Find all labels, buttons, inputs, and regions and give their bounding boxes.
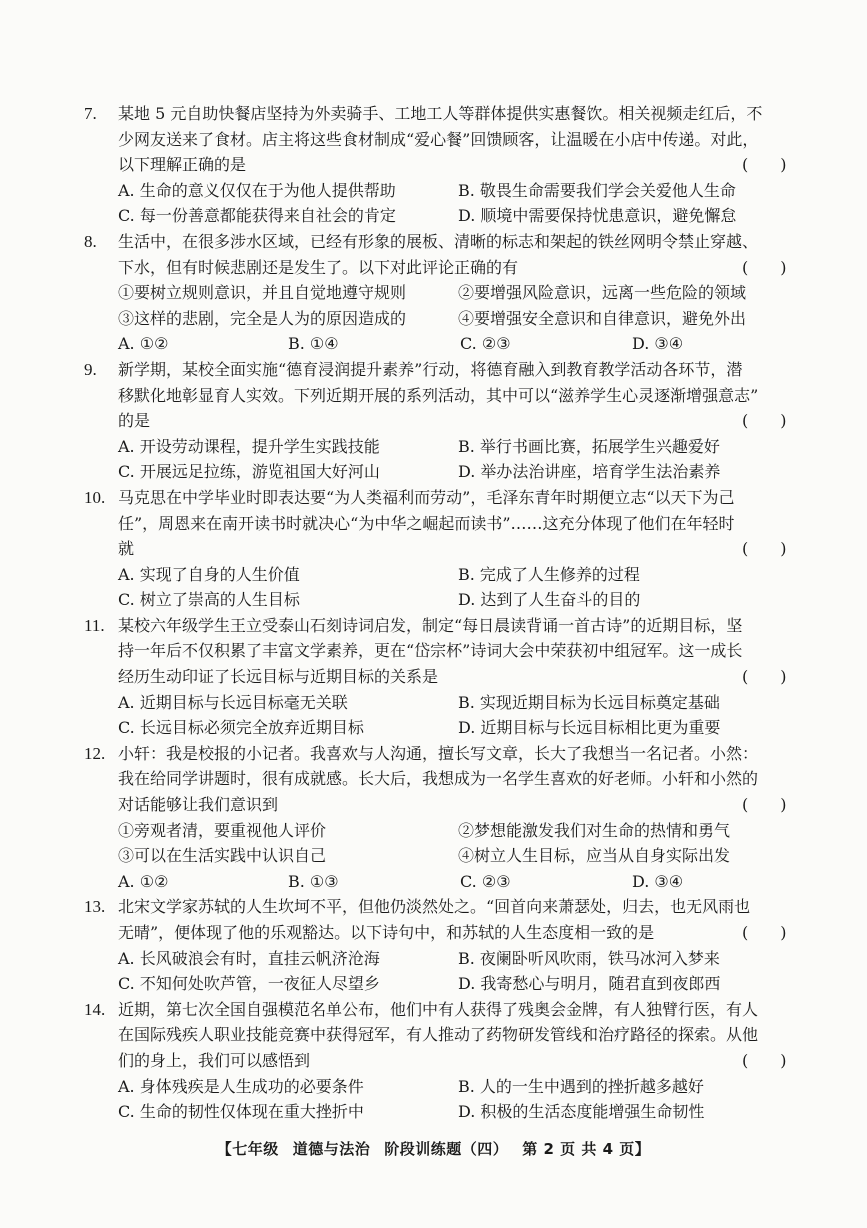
statement-item: ④树立人生目标，应当从自身实际出发 xyxy=(458,846,731,866)
answer-blank: ( ) xyxy=(742,411,787,431)
footer-grade: 【七年级 xyxy=(216,1140,279,1158)
statement-item: ②梦想能激发我们对生命的热情和勇气 xyxy=(458,820,731,840)
question-number: 14. xyxy=(84,999,106,1019)
question-stem-text: 在国际残疾人职业技能竞赛中获得冠军，有人推动了药物研发管线和治疗路径的探索。从他 xyxy=(118,1025,759,1045)
question-stem-line xyxy=(84,485,800,511)
option-row xyxy=(88,1074,800,1100)
question-stem-text: 任”，周恩来在南开读书时就决心“为中华之崛起而读书”……这充分体现了他们在年轻时 xyxy=(118,513,735,533)
question-stem-line xyxy=(88,383,800,409)
question-stem-text: 对话能够让我们意识到 xyxy=(118,795,279,815)
option-row xyxy=(88,562,800,588)
question-number: 12. xyxy=(84,743,106,763)
question-list xyxy=(84,101,800,1125)
option-row xyxy=(88,946,800,972)
question-stem-line xyxy=(88,792,800,818)
answer-option[interactable]: A. 生命的意义仅仅在于为他人提供帮助 xyxy=(118,180,396,200)
question-stem-text: 下水，但有时候悲剧还是发生了。以下对此评论正确的有 xyxy=(118,257,519,277)
question-stem-text: 们的身上，我们可以感悟到 xyxy=(118,1050,311,1070)
question-stem-text: 以下理解正确的是 xyxy=(118,155,247,175)
answer-blank: ( ) xyxy=(742,155,787,175)
statement-item: ③这样的悲剧，完全是人为的原因造成的 xyxy=(118,308,407,328)
answer-option[interactable]: D. 积极的生活态度能增强生命韧性 xyxy=(458,1102,705,1122)
answer-option[interactable]: B. 完成了人生修养的过程 xyxy=(458,564,640,584)
statement-row xyxy=(88,818,800,844)
question-13 xyxy=(84,894,800,996)
answer-option[interactable]: A. 近期目标与长远目标毫无关联 xyxy=(118,692,348,712)
question-stem-line xyxy=(88,664,800,690)
question-stem-text: 无晴”，便体现了他的乐观豁达。以下诗句中，和苏轼的人生态度相一致的是 xyxy=(118,923,655,942)
statement-row xyxy=(88,280,800,306)
question-stem-line xyxy=(84,613,800,639)
question-stem-line xyxy=(88,255,800,281)
footer-exam: 阶段训练题（四） xyxy=(384,1140,509,1158)
question-number: 7. xyxy=(84,104,97,123)
answer-option[interactable]: B. 人的一生中遇到的挫折越多越好 xyxy=(458,1076,704,1096)
question-stem-line xyxy=(88,127,800,153)
question-stem-text: 某校六年级学生王立受泰山石刻诗词启发，制定“每日晨读背诵一首古诗”的近期目标，坚 xyxy=(118,615,743,635)
question-stem-line xyxy=(88,536,800,562)
question-stem-line xyxy=(88,766,800,792)
answer-option[interactable]: B. ①④ xyxy=(288,334,339,354)
answer-option[interactable]: C. ②③ xyxy=(460,871,511,891)
option-row xyxy=(88,331,800,357)
question-stem-line xyxy=(88,920,800,946)
question-stem-line xyxy=(88,511,800,537)
question-10 xyxy=(84,485,800,613)
question-stem-text: 经历生动印证了长远目标与近期目标的关系是 xyxy=(118,667,439,687)
question-11 xyxy=(84,613,800,741)
question-stem-text: 生活中，在很多涉水区域，已经有形象的展板、清晰的标志和架起的铁丝网明令禁止穿越、 xyxy=(118,231,759,251)
question-stem-text: 的是 xyxy=(118,411,151,431)
answer-blank: ( ) xyxy=(742,1050,787,1070)
answer-blank: ( ) xyxy=(742,667,787,687)
answer-blank: ( ) xyxy=(742,257,787,277)
question-number: 11. xyxy=(84,615,105,635)
answer-option[interactable]: A. 身体残疾是人生成功的必要条件 xyxy=(118,1076,364,1096)
option-row xyxy=(88,715,800,741)
question-stem-line xyxy=(84,229,800,255)
question-stem-text: 新学期，某校全面实施“德育浸润提升素养”行动，将德育融入到教育教学活动各环节，潜 xyxy=(118,359,743,379)
answer-option[interactable]: C. 每一份善意都能获得来自社会的肯定 xyxy=(118,206,396,226)
answer-option[interactable]: A. 实现了自身的人生价值 xyxy=(118,564,300,584)
question-stem-line xyxy=(88,1048,800,1074)
answer-option[interactable]: A. 长风破浪会有时，直挂云帆济沧海 xyxy=(118,948,380,968)
question-stem-text: 就 xyxy=(118,539,135,559)
answer-option[interactable]: B. 夜阑卧听风吹雨，铁马冰河入梦来 xyxy=(458,948,720,968)
answer-blank: ( ) xyxy=(742,923,787,942)
question-stem-line xyxy=(88,408,800,434)
question-8 xyxy=(84,229,800,357)
option-row xyxy=(88,434,800,460)
question-stem-text: 北宋文学家苏轼的人生坎坷不平，但他仍淡然处之。“回首向来萧瑟处，归去，也无风雨也 xyxy=(118,897,751,917)
answer-option[interactable]: D. 达到了人生奋斗的目的 xyxy=(458,590,641,610)
answer-blank: ( ) xyxy=(742,795,787,815)
question-7 xyxy=(84,101,800,229)
statement-item: ①旁观者清，要重视他人评价 xyxy=(118,820,327,840)
answer-option[interactable]: A. 开设劳动课程，提升学生实践技能 xyxy=(118,436,380,456)
option-row xyxy=(88,587,800,613)
answer-option[interactable]: B. ①③ xyxy=(288,871,339,891)
question-stem-text: 我在给同学讲题时，很有成就感。长大后，我想成为一名学生喜欢的好老师。小轩和小然的 xyxy=(118,769,759,789)
question-number: 10. xyxy=(84,487,106,507)
question-stem-text: 少网友送来了食材。店主将这些食材制成“爱心餐”回馈顾客，让温暖在小店中传递。对此， xyxy=(118,129,759,149)
answer-blank: ( ) xyxy=(742,539,787,559)
option-row xyxy=(88,971,800,997)
statement-row xyxy=(88,843,800,869)
question-stem-text: 小轩：我是校报的小记者。我喜欢与人沟通，擅长写文章，长大了我想当一名记者。小然： xyxy=(118,743,759,763)
answer-option[interactable]: D. 顺境中需要保持忧患意识，避免懈怠 xyxy=(458,206,737,226)
option-row xyxy=(88,869,800,895)
answer-option[interactable]: D. 近期目标与长远目标相比更为重要 xyxy=(458,718,721,738)
option-row xyxy=(88,690,800,716)
question-9 xyxy=(84,357,800,485)
answer-option[interactable]: C. ②③ xyxy=(460,334,511,354)
statement-item: ④要增强安全意识和自律意识，避免外出 xyxy=(458,308,747,328)
answer-option[interactable]: B. 敬畏生命需要我们学会关爱他人生命 xyxy=(458,180,736,200)
statement-item: ①要树立规则意识，并且自觉地遵守规则 xyxy=(118,283,407,303)
answer-option[interactable]: D. ③④ xyxy=(632,334,684,354)
answer-option[interactable]: D. 举办法治讲座，培育学生法治素养 xyxy=(458,462,721,482)
question-stem-line xyxy=(84,357,800,383)
answer-option[interactable]: C. 开展远足拉练，游览祖国大好河山 xyxy=(118,462,380,482)
option-row xyxy=(88,203,800,229)
question-number: 13. xyxy=(84,897,106,917)
statement-row xyxy=(88,306,800,332)
option-row xyxy=(88,1099,800,1125)
question-number: 9. xyxy=(84,359,97,379)
question-stem-text: 持一年后不仅积累了丰富文学素养，更在“岱宗杯”诗词大会中荣获初中组冠军。这一成长 xyxy=(118,641,743,661)
answer-option[interactable]: C. 生命的韧性仅体现在重大挫折中 xyxy=(118,1102,364,1122)
question-stem-line xyxy=(88,1022,800,1048)
question-stem-line xyxy=(88,152,800,178)
answer-option[interactable]: C. 不知何处吹芦管，一夜征人尽望乡 xyxy=(118,974,380,994)
question-14 xyxy=(84,997,800,1125)
answer-option[interactable]: A. ①② xyxy=(118,334,169,354)
statement-item: ③可以在生活实践中认识自己 xyxy=(118,846,327,866)
page-footer xyxy=(0,1138,867,1159)
answer-option[interactable]: B. 举行书画比赛，拓展学生兴趣爱好 xyxy=(458,436,720,456)
question-12 xyxy=(84,741,800,895)
question-stem-line xyxy=(84,997,800,1023)
question-stem-line xyxy=(84,741,800,767)
question-stem-line xyxy=(84,101,800,127)
footer-page-number: 第 2 页 共 4 页】 xyxy=(522,1140,651,1158)
statement-item: ②要增强风险意识，远离一些危险的领域 xyxy=(458,283,747,303)
option-row xyxy=(88,459,800,485)
option-row xyxy=(88,178,800,204)
question-stem-text: 某地 5 元自助快餐店坚持为外卖骑手、工地工人等群体提供实惠餐饮。相关视频走红后，不 xyxy=(118,104,763,123)
answer-option[interactable]: C. 树立了崇高的人生目标 xyxy=(118,590,300,610)
question-number: 8. xyxy=(84,231,97,251)
footer-subject: 道德与法治 xyxy=(292,1140,371,1158)
answer-option[interactable]: D. ③④ xyxy=(632,871,684,891)
question-stem-line xyxy=(84,894,800,920)
question-stem-text: 近期，第七次全国自强模范名单公布，他们中有人获得了残奥会金牌，有人独臂行医，有人 xyxy=(118,999,759,1019)
answer-option[interactable]: D. 我寄愁心与明月，随君直到夜郎西 xyxy=(458,974,721,994)
answer-option[interactable]: A. ①② xyxy=(118,871,169,891)
question-stem-text: 移默化地彰显育人实效。下列近期开展的系列活动，其中可以“滋养学生心灵逐渐增强意志” xyxy=(118,385,759,405)
question-stem-text: 马克思在中学毕业时即表达要“为人类福利而劳动”，毛泽东青年时期便立志“以天下为己 xyxy=(118,487,735,507)
answer-option[interactable]: B. 实现近期目标为长远目标奠定基础 xyxy=(458,692,720,712)
question-stem-line xyxy=(88,638,800,664)
answer-option[interactable]: C. 长远目标必须完全放弃近期目标 xyxy=(118,718,364,738)
